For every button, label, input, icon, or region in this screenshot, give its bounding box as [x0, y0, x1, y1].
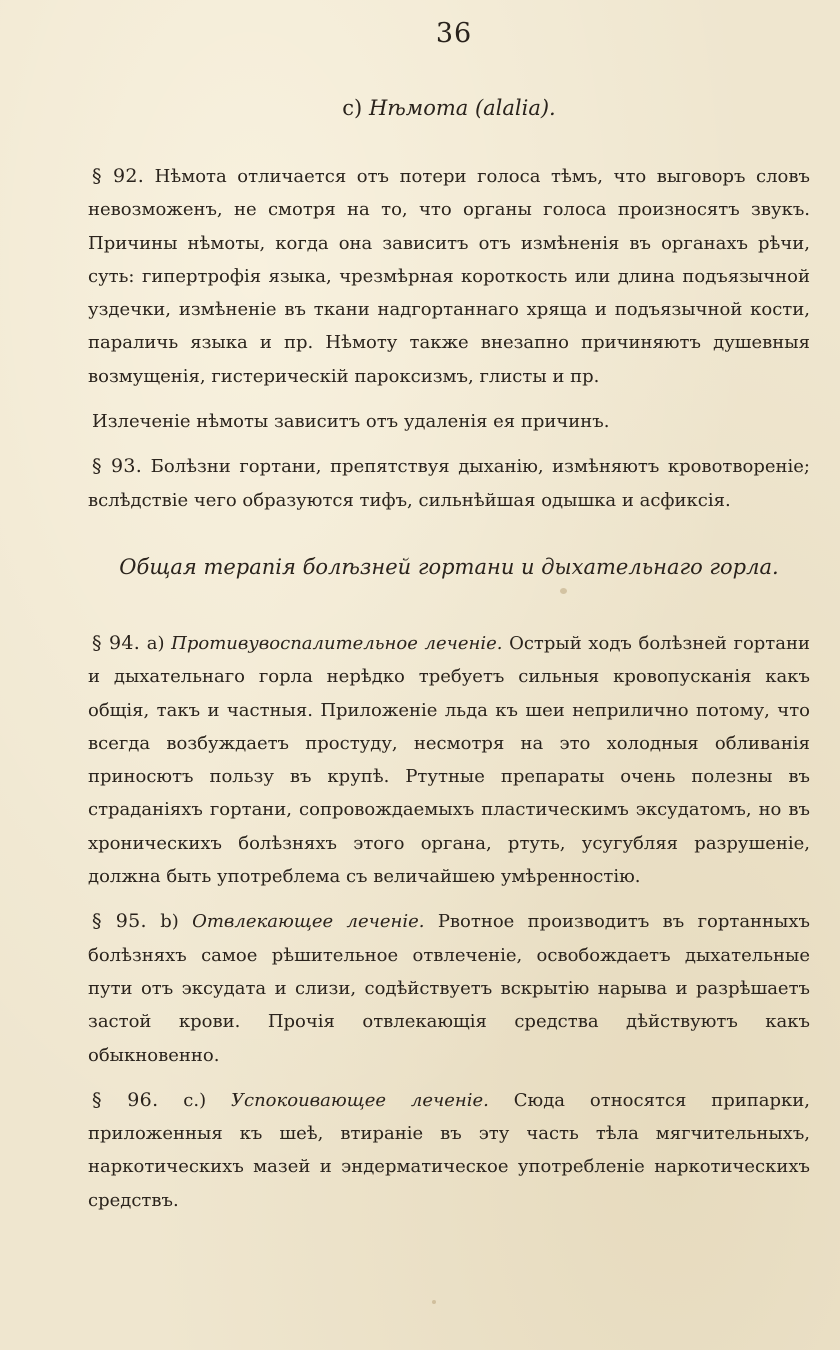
- paragraph-text: Излеченіе нѣмоты зависитъ отъ удаленія ея причинъ.: [92, 411, 610, 433]
- section-heading-alalia: [88, 92, 810, 124]
- paragraph-subtitle: Противувоспалительное леченіе.: [171, 632, 503, 654]
- paragraph-92-conclusion: [88, 405, 810, 438]
- page-number: 36: [435, 18, 473, 49]
- paragraph-number: § 94.: [92, 631, 141, 654]
- paragraph-96: [88, 1084, 810, 1217]
- paragraph-label: c.): [183, 1089, 207, 1111]
- paragraph-label: a): [146, 632, 165, 654]
- paragraph-text: Болѣзни гортани, препятствуя дыханію, измѣняютъ кровотвореніе; вслѣдствіе чего образуются тифъ, сильнѣйшая одышка и асфиксія.: [88, 456, 810, 511]
- paragraph-text: Нѣмота отличается отъ потери голоса тѣмъ, что выговоръ словъ невозможенъ, не смотря на то, что органы голоса произносятъ звукъ. Причины нѣмоты, когда она зависитъ отъ измѣненія въ органахъ рѣчи, суть: гипертрофія языка, чрезмѣрная короткость или длина подъязычной уздечки, измѣненіе въ ткани надгортаннаго хряща и подъязычной кости, параличь языка и пр. Нѣмоту также внезапно причиняютъ душевныя возмущенія, гистерическій пароксизмъ, глисты и пр.: [88, 166, 810, 387]
- paragraph-number: § 92.: [92, 165, 145, 187]
- paragraph-92: [88, 160, 810, 393]
- paragraph-text: Острый ходъ болѣзней гортани и дыхательнаго горла нерѣдко требуетъ сильныя кровопусканія какъ общія, такъ и частныя. Приложеніе льда къ шеи неприлично потому, что всегда возбуждаетъ простуду, несмотря на это холодныя обливанія приносютъ пользу въ крупѣ. Ртутные препараты очень полезны въ страданіяхъ гортани, сопровождаемыхъ пластическимъ эксудатомъ, но въ хроническихъ болѣзняхъ этого органа, ртуть, усугубляя разрушеніе, должна быть употреблема съ величайшею умѣренностію.: [88, 632, 810, 888]
- paragraph-93: [88, 450, 810, 517]
- paragraph-number: § 96.: [92, 1088, 159, 1111]
- paragraph-text: Рвотное производитъ въ гортанныхъ болѣзняхъ самое рѣшительное отвлеченіе, освобождаетъ дыхательные пути отъ эксудата и слизи, содѣйствуетъ вскрытію нарыва и разрѣшаетъ застой крови. Прочія отвлекающія средства дѣйствуютъ какъ обыкновенно.: [88, 911, 810, 1066]
- paper-speck: [432, 1300, 436, 1304]
- paper-speck: [560, 588, 567, 594]
- paragraph-subtitle: Отвлекающее леченіе.: [192, 911, 425, 933]
- section-heading-therapy: Общая терапія болѣзней гортани и дыхательнаго горла.: [119, 554, 779, 579]
- section-title: Нѣмота (alalia).: [368, 96, 556, 120]
- paragraph-label: b): [160, 911, 179, 933]
- paragraph-text: Сюда относятся припарки, приложенныя къ шеѣ, втираніе въ эту часть тѣла мягчительныхъ, наркотическихъ мазей и эндерматическое употребленіе наркотическихъ средствъ.: [88, 1089, 810, 1211]
- paragraph-94: [88, 627, 810, 893]
- paragraph-95: [88, 905, 810, 1071]
- paragraph-number: § 93.: [92, 455, 143, 478]
- section-label: c): [342, 96, 363, 120]
- paragraph-subtitle: Успокоивающее леченіе.: [230, 1089, 489, 1111]
- paragraph-number: § 95.: [92, 910, 147, 933]
- book-page: [88, 14, 810, 1217]
